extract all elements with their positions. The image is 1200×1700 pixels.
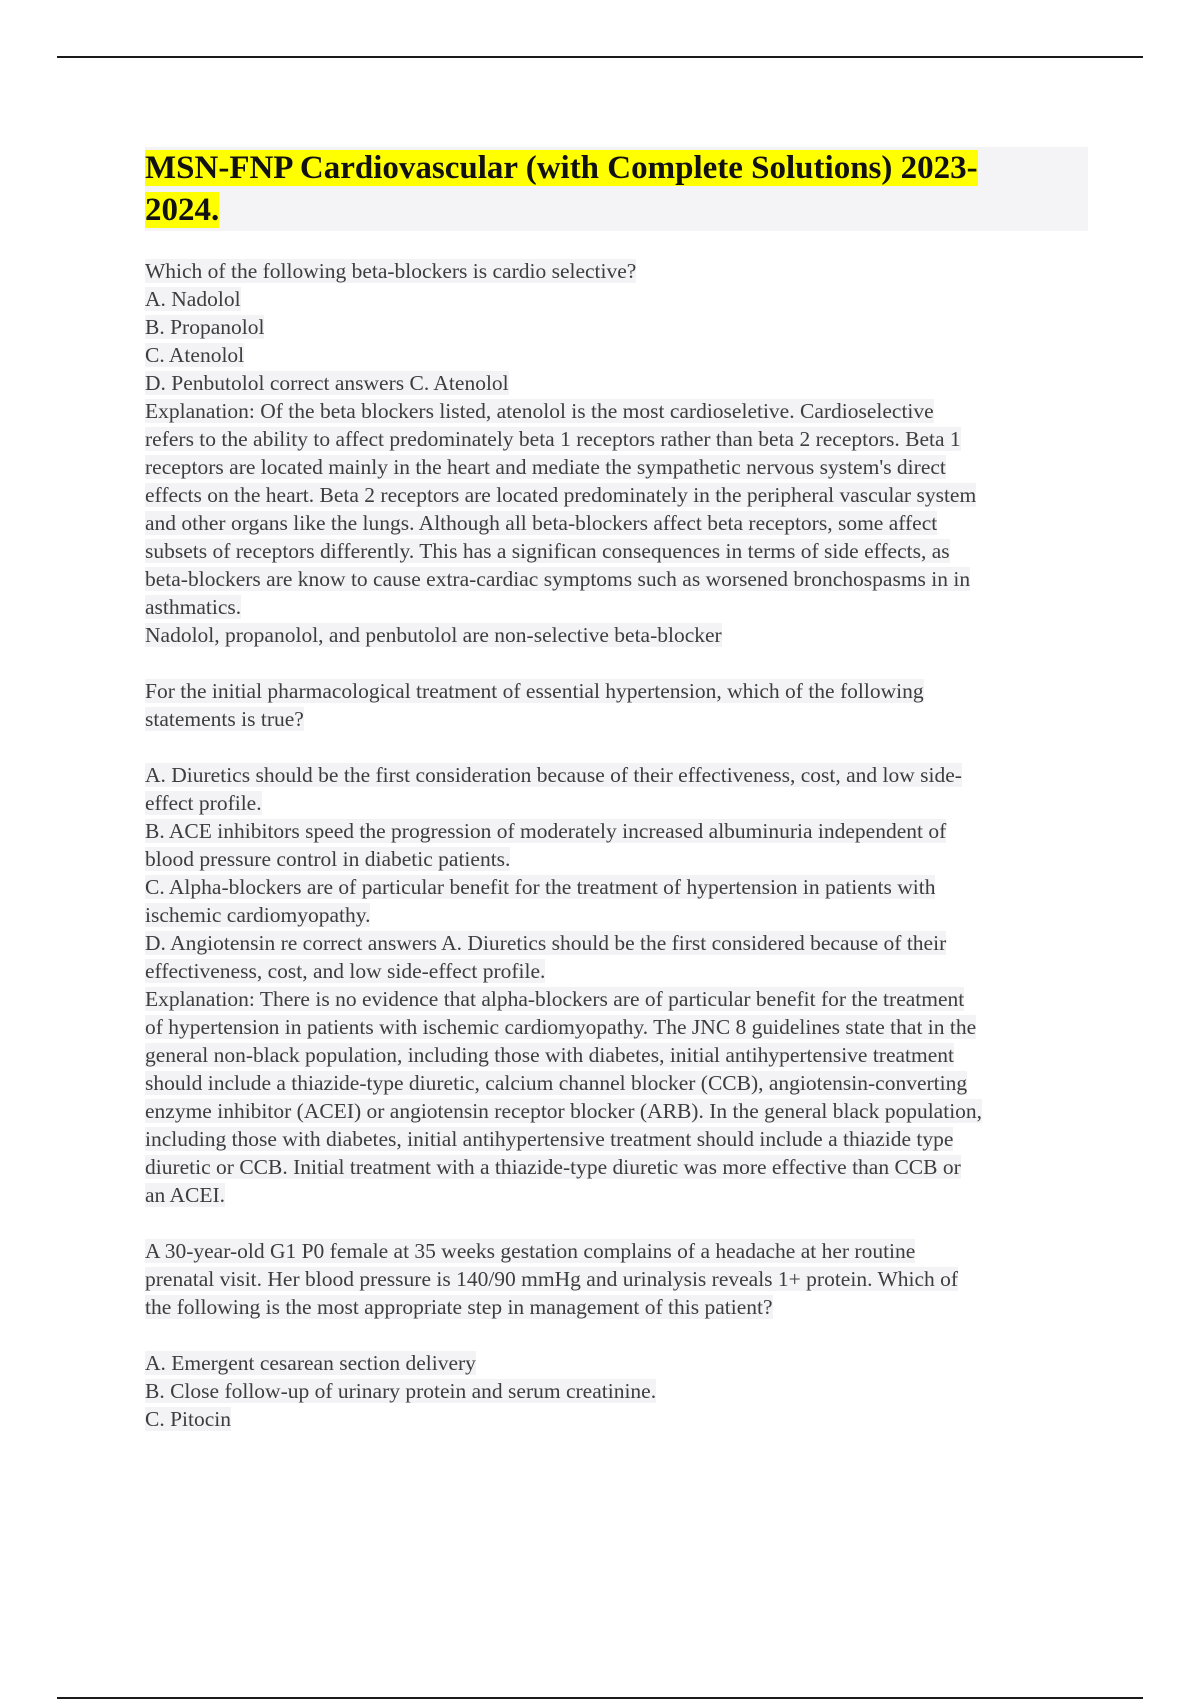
text-line: effect profile. (145, 791, 262, 815)
paragraph-gap (145, 1209, 1090, 1237)
text-line: C. Pitocin (145, 1407, 232, 1431)
explanation-line: and other organs like the lungs. Although all beta-blockers affect beta receptors, some affect (145, 511, 938, 535)
explanation-line: beta-blockers are know to cause extra-cardiac symptoms such as worsened bronchospasms in in (145, 567, 971, 591)
explanation-line: general non-black population, including those with diabetes, initial antihypertensive treatment (145, 1043, 955, 1067)
question-3 (145, 1237, 1090, 1433)
explanation-line: should include a thiazide-type diuretic, calcium channel blocker (CCB), angiotensin-converting (145, 1071, 968, 1095)
text-line: A. Nadolol (145, 287, 241, 311)
question-2 (145, 677, 1090, 1209)
text-line: A. Diuretics should be the first consideration because of their effectiveness, cost, and low side- (145, 763, 962, 787)
text-line: A. Emergent cesarean section delivery (145, 1351, 476, 1375)
explanation-line: Nadolol, propanolol, and penbutolol are non-selective beta-blocker (145, 623, 722, 647)
top-rule (57, 56, 1143, 58)
document-title (145, 147, 1088, 231)
text-line: Which of the following beta-blockers is cardio selective? (145, 259, 637, 283)
answer-line: D. Angiotensin re correct answers A. Diuretics should be the first considered because of their (145, 931, 947, 955)
question-stem-line: For the initial pharmacological treatment of essential hypertension, which of the following (145, 679, 924, 703)
document-body (145, 257, 1090, 1433)
question-1 (145, 257, 1090, 649)
explanation-line: an ACEI. (145, 1183, 226, 1207)
document-page (145, 147, 1090, 1433)
question-stem-line: A 30-year-old G1 P0 female at 35 weeks gestation complains of a headache at her routine (145, 1239, 916, 1263)
explanation-line: receptors are located mainly in the heart and mediate the sympathetic nervous system's direct (145, 455, 946, 479)
question-stem-line: the following is the most appropriate step in management of this patient? (145, 1295, 773, 1319)
title-line-2: 2024. (145, 192, 220, 228)
paragraph-gap (145, 1321, 1090, 1349)
title-block (145, 147, 1088, 231)
text-line: blood pressure control in diabetic patients. (145, 847, 511, 871)
explanation-line: refers to the ability to affect predominately beta 1 receptors rather than beta 2 receptors. Beta 1 (145, 427, 961, 451)
text-line: B. Close follow-up of urinary protein and serum creatinine. (145, 1379, 657, 1403)
explanation-line: Explanation: Of the beta blockers listed, atenolol is the most cardioseletive. Cardioselective (145, 399, 934, 423)
bottom-rule (57, 1697, 1143, 1699)
explanation-line: subsets of receptors differently. This has a significan consequences in terms of side effects, as (145, 539, 950, 563)
text-line: ischemic cardiomyopathy. (145, 903, 371, 927)
explanation-line: asthmatics. (145, 595, 242, 619)
question-stem-line: statements is true? (145, 707, 304, 731)
explanation-line: including those with diabetes, initial antihypertensive treatment should include a thiazide type (145, 1127, 954, 1151)
paragraph-gap (145, 649, 1090, 677)
text-line: B. ACE inhibitors speed the progression of moderately increased albuminuria independent of (145, 819, 947, 843)
paragraph-gap (145, 733, 1090, 761)
text-line: C. Alpha-blockers are of particular benefit for the treatment of hypertension in patients with (145, 875, 936, 899)
explanation-line: Explanation: There is no evidence that alpha-blockers are of particular benefit for the treatment (145, 987, 965, 1011)
explanation-line: enzyme inhibitor (ACEI) or angiotensin receptor blocker (ARB). In the general black population, (145, 1099, 983, 1123)
question-stem-line: prenatal visit. Her blood pressure is 140/90 mmHg and urinalysis reveals 1+ protein. Which of (145, 1267, 959, 1291)
answer-line: effectiveness, cost, and low side-effect profile. (145, 959, 546, 983)
text-line: C. Atenolol (145, 343, 245, 367)
title-line-1: MSN-FNP Cardiovascular (with Complete Solutions) 2023- (145, 150, 978, 186)
answer-line: D. Penbutolol correct answers C. Atenolol (145, 371, 509, 395)
explanation-line: diuretic or CCB. Initial treatment with a thiazide-type diuretic was more effective than CCB or (145, 1155, 961, 1179)
text-line: B. Propanolol (145, 315, 265, 339)
explanation-line: of hypertension in patients with ischemic cardiomyopathy. The JNC 8 guidelines state that in the (145, 1015, 977, 1039)
explanation-line: effects on the heart. Beta 2 receptors are located predominately in the peripheral vascular system (145, 483, 977, 507)
